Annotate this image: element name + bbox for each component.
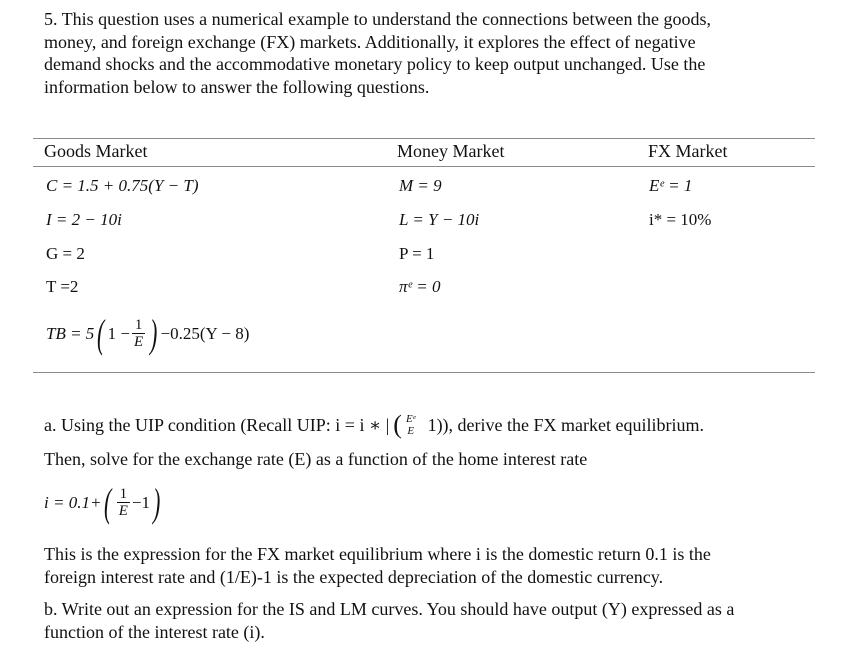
header-goods-market: Goods Market [44,141,148,161]
fx-eq-close-paren: ) [153,480,161,525]
fx-equilibrium-equation [44,480,163,526]
fx-eq-tail: −1 [131,493,151,512]
question-intro [44,8,711,98]
table-header-rule [33,166,815,167]
price-level: P = 1 [399,244,435,263]
uip-open-paren: ( [393,410,402,439]
uip-fraction-den: E [407,424,415,437]
table-bottom-rule [33,372,815,373]
trade-balance-prefix: TB = 5 [46,324,95,343]
table-top-rule [33,138,815,139]
intro-line: demand shocks and the accommodative monetary policy to keep output unchanged. Use the [44,54,706,74]
foreign-interest-rate: i* = 10% [649,210,712,229]
trade-balance-inner: 1 − [107,324,130,343]
expected-exchange-rate: Eᵉ = 1 [649,176,693,195]
part-b-line1: b. Write out an expression for the IS and LM curves. You should have output (Y) expressed as a [44,599,735,619]
fx-eq-fraction [117,487,130,519]
taxes: T =2 [46,277,79,296]
part-b-line2: function of the interest rate (i). [44,622,265,642]
fraction-numerator: 1 [134,317,143,333]
investment-equation: I = 2 − 10i [46,210,122,229]
fx-eq-fraction-num: 1 [119,486,128,502]
trade-balance-fraction [132,318,145,350]
part-a-line1-after: 1)), derive the FX market equilibrium. [427,414,704,435]
part-a-line1 [44,412,704,438]
part-a-explain-line2: foreign interest rate and (1/E)-1 is the expected depreciation of the domestic currency. [44,567,664,587]
intro-line: money, and foreign exchange (FX) markets. Additionally, it explores the effect of negative [44,31,696,52]
header-money-market: Money Market [397,141,505,161]
fx-eq-open-paren: ( [104,480,112,525]
intro-line: 5. This question uses a numerical example to understand the connections between the goods, [44,9,712,29]
intro-line: information below to answer the following questions. [44,76,430,97]
open-paren: ( [97,311,105,356]
part-a-line2: Then, solve for the exchange rate (E) as a function of the home interest rate [44,449,588,469]
fraction-denominator: E [133,334,144,350]
government-spending: G = 2 [46,244,85,263]
header-fx-market: FX Market [648,141,728,161]
close-paren: ) [150,311,158,356]
uip-fraction [404,414,418,437]
part-a-line1-before: a. Using the UIP condition (Recall UIP: i = i ∗ | [44,414,390,435]
fx-eq-prefix: i = 0.1+ [44,493,102,512]
uip-fraction-num: Eᵉ [405,412,416,425]
money-demand: L = Y − 10i [399,210,480,229]
money-supply: M = 9 [399,176,442,195]
fx-eq-fraction-den: E [118,503,128,519]
expected-inflation: πᵉ = 0 [399,277,441,296]
trade-balance-suffix: −0.25(Y − 8) [160,324,250,343]
consumption-equation: C = 1.5 + 0.75(Y − T) [46,176,199,195]
trade-balance-equation [46,312,249,356]
part-a-explain-line1: This is the expression for the FX market equilibrium where i is the domestic return 0.1 is the [44,544,711,564]
